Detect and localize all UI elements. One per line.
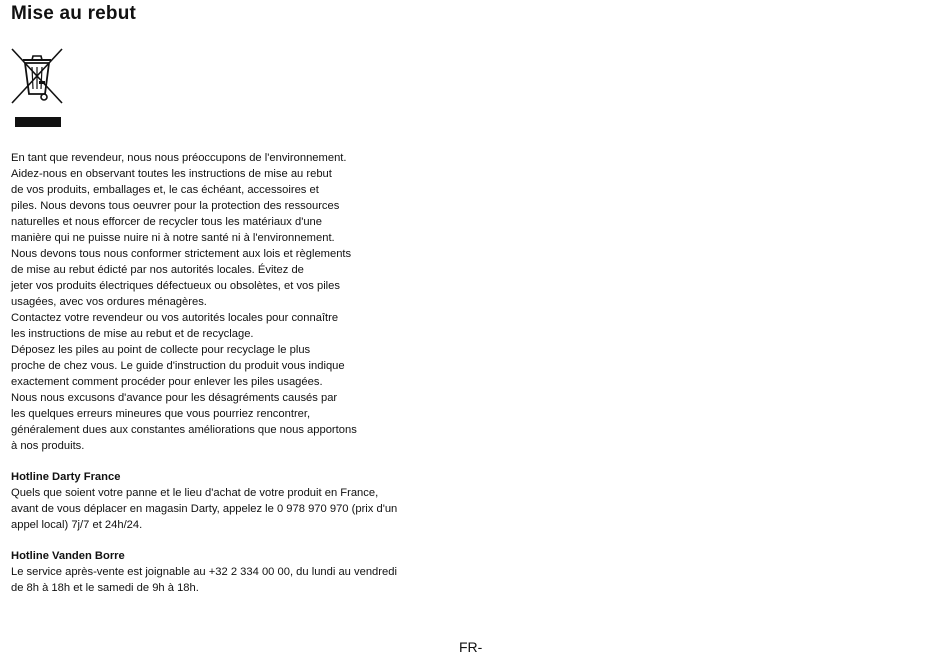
section-heading: Hotline Vanden Borre	[11, 550, 125, 562]
body-line: exactement comment procéder pour enlever les piles usagées.	[11, 376, 323, 388]
body-line: de vos produits, emballages et, le cas échéant, accessoires et	[11, 184, 319, 196]
body-line: Déposez les piles au point de collecte pour recyclage le plus	[11, 344, 311, 356]
body-line: les quelques erreurs mineures que vous pourriez rencontrer,	[11, 408, 311, 420]
hotline-vanden-borre	[11, 548, 461, 596]
body-line: de mise au rebut édicté par nos autorités locales. Évitez de	[11, 264, 304, 276]
body-line: à nos produits.	[11, 440, 85, 452]
body-line: naturelles et nous efforcer de recycler tous les matériaux d'une	[11, 216, 322, 228]
body-line: En tant que revendeur, nous nous préoccupons de l'environnement.	[11, 152, 347, 164]
body-line: Contactez votre revendeur ou vos autorités locales pour connaître	[11, 312, 339, 324]
section-line: appel local) 7j/7 et 24h/24.	[11, 519, 143, 531]
section-line: Le service après-vente est joignable au +32 2 334 00 00, du lundi au vendredi	[11, 566, 397, 578]
body-line: proche de chez vous. Le guide d'instruction du produit vous indique	[11, 360, 345, 372]
body-line: Aidez-nous en observant toutes les instructions de mise au rebut	[11, 168, 332, 180]
section-line: de 8h à 18h et le samedi de 9h à 18h.	[11, 582, 199, 594]
page-footer: FR-	[459, 639, 483, 655]
body-line: usagées, avec vos ordures ménagères.	[11, 296, 207, 308]
body-line: les instructions de mise au rebut et de recyclage.	[11, 328, 254, 340]
body-line: piles. Nous devons tous oeuvrer pour la protection des ressources	[11, 200, 340, 212]
body-line: Nous devons tous nous conformer strictement aux lois et règlements	[11, 248, 352, 260]
body-line: manière qui ne puisse nuire ni à notre santé ni à l'environnement.	[11, 232, 335, 244]
disposal-instructions	[11, 150, 461, 454]
body-line: généralement dues aux constantes améliorations que nous apportons	[11, 424, 357, 436]
section-line: Quels que soient votre panne et le lieu d'achat de votre produit en France,	[11, 487, 379, 499]
page-title: Mise au rebut	[11, 3, 137, 24]
section-line: avant de vous déplacer en magasin Darty, appelez le 0 978 970 970 (prix d'un	[11, 503, 398, 515]
body-line: jeter vos produits électriques défectueux ou obsolètes, et vos piles	[11, 280, 340, 292]
hotline-darty-france	[11, 469, 461, 533]
crossed-out-wheelie-bin-icon	[9, 47, 65, 129]
section-heading: Hotline Darty France	[11, 471, 121, 483]
body-line: Nous nous excusons d'avance pour les désagréments causés par	[11, 392, 338, 404]
